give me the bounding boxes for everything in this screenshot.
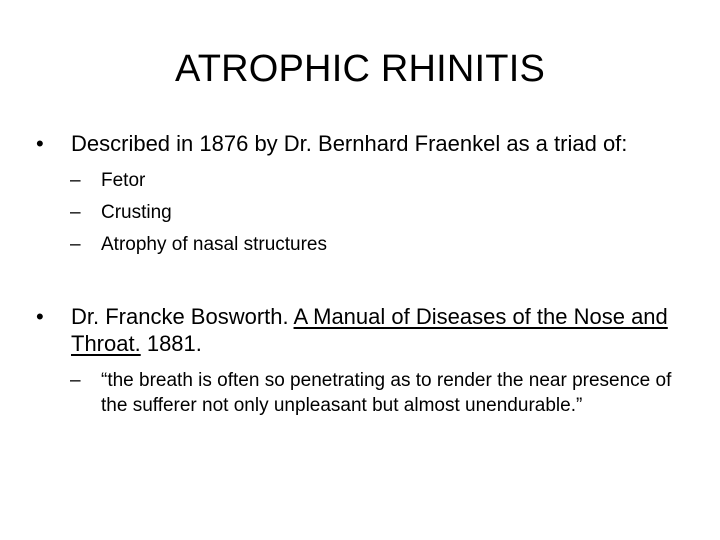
dash-marker: – <box>70 370 81 391</box>
sub-bullet-item <box>70 232 686 257</box>
quote-text: “the breath is often so penetrating as to render the near presence of the sufferer not only unpleasant but almost unendurable.” <box>101 370 672 416</box>
bullet-spacer <box>36 257 686 303</box>
bullet-text-row <box>36 303 686 357</box>
sub-bullet-text: Atrophy of nasal structures <box>101 234 327 255</box>
bullet-marker: • <box>36 131 44 156</box>
slide-title: ATROPHIC RHINITIS <box>174 48 546 90</box>
sub-bullet-item <box>70 368 686 418</box>
sub-bullet-list <box>36 168 686 257</box>
sub-bullet-list <box>36 368 686 418</box>
sub-bullet-item <box>70 168 686 193</box>
bullet-item <box>36 303 686 418</box>
bullet-text: Described in 1876 by Dr. Bernhard Fraenkel as a triad of: <box>71 131 628 156</box>
dash-marker: – <box>70 234 81 255</box>
dash-marker: – <box>70 202 81 223</box>
dash-marker: – <box>70 170 81 191</box>
sub-bullet-item <box>70 200 686 225</box>
sub-bullet-text: Crusting <box>101 202 172 223</box>
citation-year: 1881. <box>146 331 202 356</box>
citation-author: Dr. Francke Bosworth. <box>71 304 289 329</box>
book-title: A Manual of Diseases of the Nose and Throat. <box>71 304 668 356</box>
bullet-text-row <box>36 130 686 157</box>
sub-bullet-text: Fetor <box>101 170 146 191</box>
slide-body <box>36 130 686 418</box>
bullet-item <box>36 130 686 257</box>
bullet-marker: • <box>36 304 44 329</box>
